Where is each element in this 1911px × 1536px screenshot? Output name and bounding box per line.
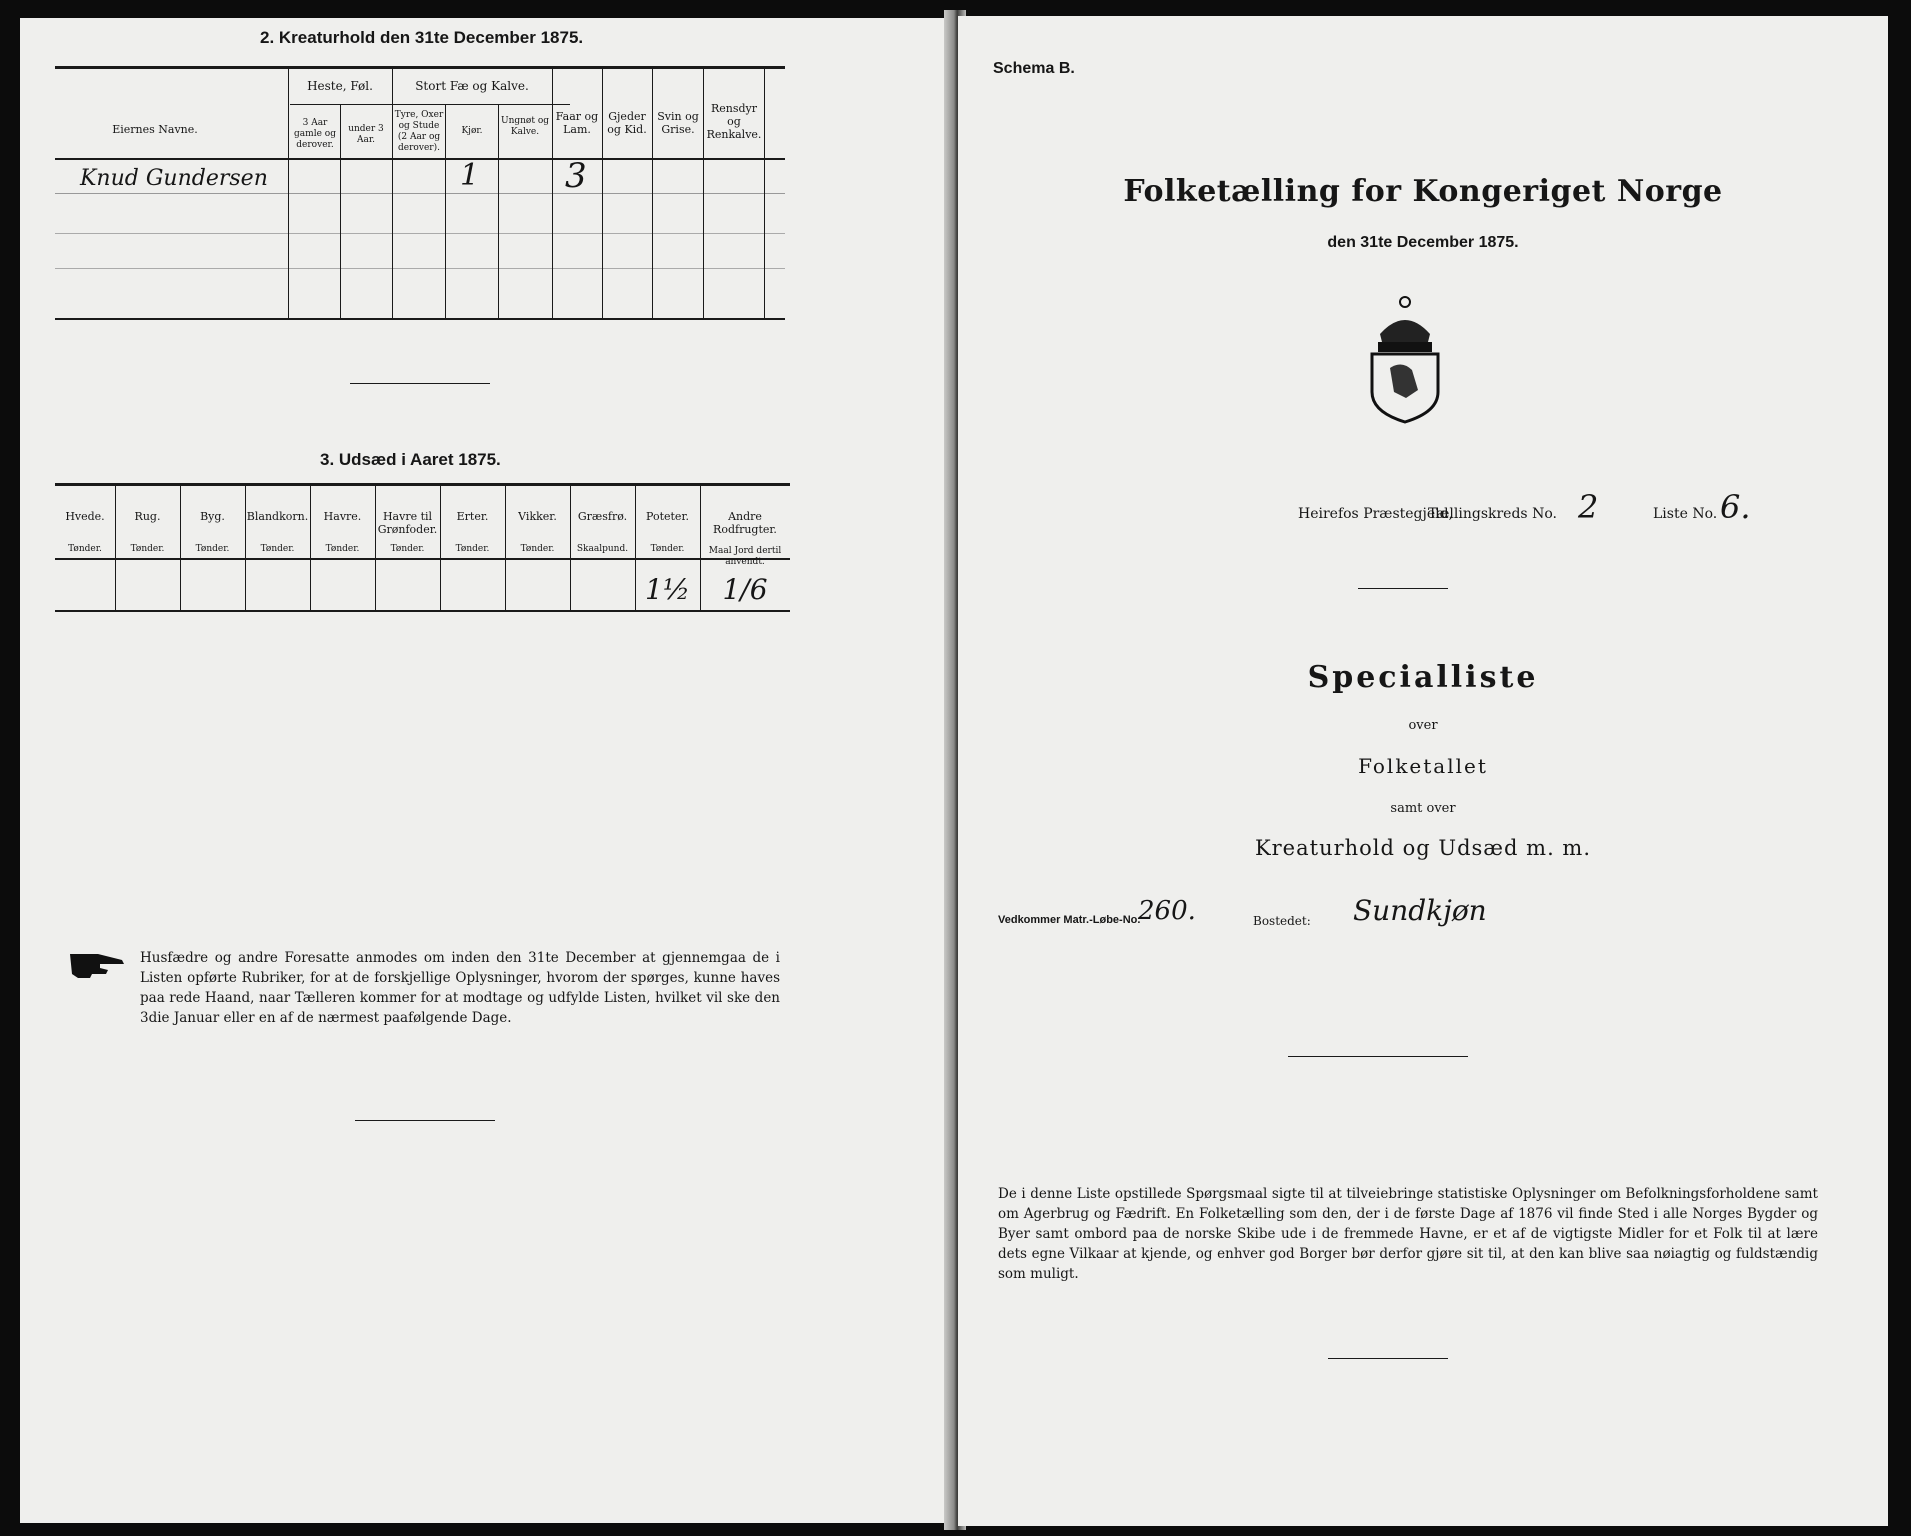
folketallet-text: Folketallet — [1358, 754, 1488, 778]
udsaed-col-unit: Tønder. — [325, 544, 360, 554]
col-rule — [288, 66, 289, 318]
header-horses: Heste, Føl. — [307, 79, 373, 93]
kreaturhold-text: Kreaturhold og Udsæd m. m. — [1254, 836, 1592, 860]
col-rule — [602, 66, 603, 318]
udsaed-col-unit: Skaalpund. — [576, 544, 629, 554]
separator — [1358, 588, 1448, 589]
table-rule — [55, 558, 790, 560]
over-text: over — [1408, 718, 1438, 733]
specialliste-heading: Specialliste — [1307, 660, 1539, 695]
separator — [355, 1120, 495, 1121]
samt-over-text: samt over — [1390, 801, 1456, 816]
col-rule — [764, 66, 765, 318]
header-horses-young: under 3 Aar. — [348, 124, 384, 145]
separator — [1288, 1056, 1468, 1057]
parish-label: Heirefos Præstegjeld, — [1298, 506, 1454, 522]
cows-value: 1 — [460, 158, 480, 193]
udsaed-col-name: Hvede. — [65, 510, 105, 523]
udsaed-col-name: Havre til Grønfoder. — [377, 510, 438, 536]
header-owner: Eiernes Navne. — [112, 123, 198, 136]
header-cattle-young: Ungnøt og Kalve. — [500, 116, 549, 137]
col-rule — [392, 66, 393, 318]
district-number: 2 — [1578, 488, 1599, 526]
udsaed-col-unit: Tønder. — [455, 544, 490, 554]
section2-title: 2. Kreaturhold den 31te December 1875. — [260, 28, 584, 47]
udsaed-col-unit: Tønder. — [260, 544, 295, 554]
matr-number: 260. — [1138, 896, 1196, 926]
udsaed-col-name: Poteter. — [646, 510, 689, 523]
udsaed-col-unit: Tønder. — [390, 544, 425, 554]
udsaed-col-unit: Tønder. — [195, 544, 230, 554]
sheep-value: 3 — [565, 156, 587, 196]
andre-value: 1/6 — [722, 573, 768, 606]
header-cattle-cows: Kjør. — [461, 126, 483, 136]
bosted-label: Bostedet: — [1253, 914, 1311, 928]
table-rule — [55, 268, 785, 269]
table-rule — [55, 610, 790, 612]
list-label: Liste No. — [1653, 506, 1718, 522]
header-goats: Gjeder og Kid. — [607, 110, 647, 136]
coat-of-arms-icon — [1360, 294, 1450, 424]
table-rule — [290, 104, 570, 105]
list-number: 6. — [1720, 488, 1751, 526]
header-horses-old: 3 Aar gamle og derover. — [294, 118, 336, 150]
table-rule — [55, 483, 790, 486]
table-rule — [55, 233, 785, 234]
table-rule — [55, 66, 785, 69]
col-rule — [552, 66, 553, 318]
separator — [1328, 1358, 1448, 1359]
table-rule — [55, 193, 785, 194]
udsaed-col-unit: Tønder. — [520, 544, 555, 554]
district-label: Tællingskreds No. — [1428, 506, 1557, 522]
header-sheep: Faar og Lam. — [555, 110, 599, 136]
udsaed-col-name: Blandkorn. — [246, 510, 309, 523]
udsaed-col-name: Rug. — [134, 510, 161, 523]
section3-title: 3. Udsæd i Aaret 1875. — [320, 450, 501, 469]
document-title: Folketælling for Kongeriget Norge — [1123, 174, 1723, 209]
udsaed-col-name: Vikker. — [518, 510, 557, 523]
pointing-hand-icon — [68, 948, 128, 980]
header-pigs: Svin og Grise. — [657, 110, 699, 136]
table-rule — [55, 158, 785, 160]
bosted-value: Sundkjøn — [1353, 894, 1487, 927]
udsaed-col-unit: Tønder. — [130, 544, 165, 554]
udsaed-col-name: Havre. — [323, 510, 362, 523]
schema-label: Schema B. — [993, 60, 1075, 77]
header-cattle: Stort Fæ og Kalve. — [415, 79, 529, 93]
udsaed-col-name: Erter. — [456, 510, 489, 523]
header-cattle-bulls: Tyre, Oxer og Stude (2 Aar og derover). — [394, 110, 444, 153]
info-paragraph: De i denne Liste opstillede Spørgsmaal sigte til at tilveiebringe statistiske Oplysninger om Befolkningsforholdene samt om Agerbrug og Fædrift. En Folketælling som den, der i de første Dage af 1876 vil finde Sted i alle Norges Bygder og Byer samt ombord paa de norske Skibe ude i de fremmede Havne, er et af de vigtigste Midler for et Folk til at lære dets egne Vilkaar at kjende, og enhver god Borger bør derfor gjøre sit til, at den kan blive saa nøiagtig og fuldstændig som muligt. — [998, 1186, 1818, 1282]
udsaed-col-name: Byg. — [200, 510, 225, 523]
udsaed-col-unit: Maal Jord dertil anvendt. — [708, 546, 782, 567]
udsaed-col-name: Græsfrø. — [577, 510, 628, 523]
udsaed-col-unit: Tønder. — [68, 544, 102, 554]
left-page — [20, 18, 955, 1523]
table-rule — [55, 318, 785, 320]
poteter-value: 1½ — [645, 573, 690, 606]
notice-text: Husfædre og andre Foresatte anmodes om inden den 31te December at gjennemgaa de i Listen opførte Rubriker, for at de forskjellige Oplysninger, hvorom der spørges, kunne haves paa rede Haand, naar Tælleren kommer for at modtage og udfylde Listen, hvilket vil ske den 3die Januar eller en af de nærmest paafølgende Dage. — [140, 950, 780, 1026]
separator — [350, 383, 490, 384]
udsaed-col-name: Andre Rodfrugter. — [713, 510, 777, 536]
right-page — [958, 16, 1888, 1526]
header-reindeer: Rensdyr og Renkalve. — [706, 102, 762, 141]
matr-label: Vedkommer Matr.-Løbe-No. — [998, 914, 1141, 926]
col-rule — [652, 66, 653, 318]
owner-name: Knud Gundersen — [80, 166, 268, 191]
udsaed-col-unit: Tønder. — [650, 544, 685, 554]
document-subtitle: den 31te December 1875. — [1327, 234, 1519, 251]
